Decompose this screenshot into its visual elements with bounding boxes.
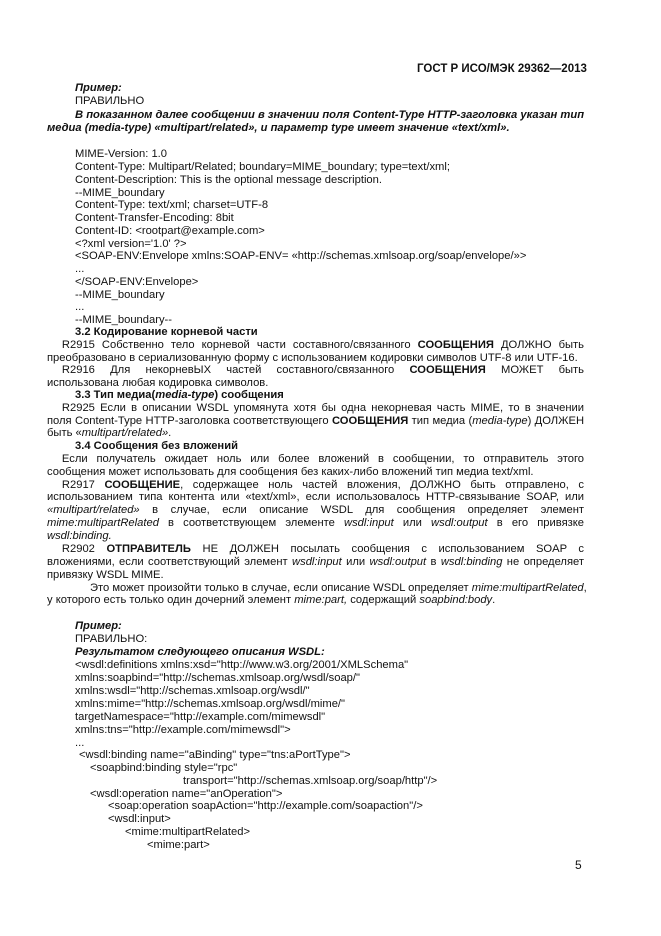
code-line: <wsdl:input> (108, 813, 171, 825)
example-description-line-1: В показанном далее сообщении в значении поля Content-Type HTTP-заголовка указан тип (75, 109, 585, 121)
requirement-r2916: R2916 Для некорневЫХ частей составного/связанного СООБЩЕНИЯ МОЖЕТ быть (61, 364, 585, 376)
requirement-r2917-cont: «multipart/related» в случае, если описание WSDL для сообщения определяет элемент (47, 504, 584, 516)
requirement-r2902-cont: вложениями, если соответствующий элемент wsdl:input или wsdl:output в wsdl:binding не определяет (47, 556, 584, 568)
code-line: MIME-Version: 1.0 (75, 148, 168, 160)
requirement-r2915-cont: преобразовано в сериализованную форму с использованием кодировки символов UTF-8 или UTF-16. (47, 352, 578, 364)
code-line: targetNamespace="http://example.com/mimewsdl" (75, 711, 326, 723)
requirement-r2917-cont: использованием типа контента или «text/xml», если использовалось HTTP-связывание SOAP, или (47, 491, 584, 503)
code-line: --MIME_boundary (75, 289, 165, 301)
requirement-r2902: R2902 ОТПРАВИТЕЛЬ НЕ ДОЛЖЕН посылать сообщения с использованием SOAP с (61, 543, 585, 555)
code-line: ... (75, 263, 85, 275)
requirement-r2917-cont: mime:multipartRelated в соответствующем элементе wsdl:input или wsdl:output в его привязке (47, 517, 584, 529)
code-line: --MIME_boundary-- (75, 314, 172, 326)
example-status: ПРАВИЛЬНО: (75, 633, 148, 645)
code-line: <wsdl:operation name="anOperation"> (90, 788, 283, 800)
code-line: <soapbind:binding style="rpc" (90, 762, 238, 774)
code-line: <mime:part> (147, 839, 210, 851)
requirement-r2917: R2917 СООБЩЕНИЕ, содержащее ноль частей вложения, ДОЛЖНО быть отправлено, с (61, 479, 584, 491)
code-line: Content-ID: <rootpart@example.com> (75, 225, 265, 237)
requirement-r2925-end: быть «multipart/related». (47, 427, 172, 439)
requirement-r2915: R2915 Собственно тело корневой части составного/связанного СООБЩЕНИЯ ДОЛЖНО быть (61, 339, 585, 351)
requirement-r2925: R2925 Если в описании WSDL упомянута хотя бы одна некорневая часть MIME, то в значении (61, 402, 584, 414)
requirement-r2902-end: привязку WSDL MIME. (47, 569, 164, 581)
section-title: 3.2 Кодирование корневой части (75, 326, 258, 338)
code-line: Content-Type: text/xml; charset=UTF-8 (75, 199, 269, 211)
example-status: ПРАВИЛЬНО (75, 95, 145, 107)
section-title: 3.3 Тип медиа(media-type) сообщения (75, 389, 284, 401)
requirement-r2925-cont: поля Content-Type HTTP-заголовка соответствующего СООБЩЕНИЯ тип медиа (media-type) ДОЛЖЕН (47, 415, 585, 427)
code-line: <soap:operation soapAction="http://example.com/soapaction"/> (108, 800, 423, 812)
code-line: ... (75, 737, 85, 749)
paragraph-cont: сообщения может использовать для сообщения без каких-либо вложений тип медиа text/xml. (47, 466, 534, 478)
standard-header: ГОСТ Р ИСО/МЭК 29362—2013 (417, 63, 587, 75)
code-line: Content-Description: This is the optional message description. (75, 174, 382, 186)
code-line: xmlns:tns="http://example.com/mimewsdl"> (75, 724, 291, 736)
example-description-line-2: медиа (media-type) «multipart/related», и параметр type имеет значение «text/xml». (47, 122, 510, 134)
section-title: 3.4 Сообщения без вложений (75, 440, 238, 452)
code-line: <SOAP-ENV:Envelope xmlns:SOAP-ENV= «http://schemas.xmlsoap.org/soap/envelope/»> (75, 250, 527, 262)
code-line: <?xml version='1.0' ?> (75, 238, 187, 250)
paragraph: Если получатель ожидает ноль или более вложений в сообщении, то отправитель этого (61, 453, 584, 465)
example-result-caption: Результатом следующего описания WSDL: (75, 646, 325, 658)
code-line: xmlns:wsdl="http://schemas.xmlsoap.org/wsdl/" (75, 685, 310, 697)
code-line: Content-Transfer-Encoding: 8bit (75, 212, 234, 224)
code-line: <mime:multipartRelated> (125, 826, 250, 838)
note-line-1: Это может произойти только в случае, если описание WSDL определяет mime:multipartRelated, (90, 582, 587, 594)
code-line: Content-Type: Multipart/Related; boundary=MIME_boundary; type=text/xml; (75, 161, 450, 173)
code-line: ... (75, 301, 85, 313)
example-label: Пример: (75, 82, 122, 94)
code-line: xmlns:soapbind="http://schemas.xmlsoap.org/wsdl/soap/" (75, 672, 360, 684)
code-line: <wsdl:binding name="aBinding" type="tns:aPortType"> (79, 749, 351, 761)
note-line-2: у которого есть только один дочерний элемент mime:part, содержащий soapbind:body. (47, 594, 496, 606)
code-line: --MIME_boundary (75, 187, 165, 199)
page-number: 5 (575, 858, 582, 872)
code-line: transport="http://schemas.xmlsoap.org/soap/http"/> (183, 775, 438, 787)
requirement-r2916-cont: использована любая кодировка символов. (47, 377, 269, 389)
code-line: <wsdl:definitions xmlns:xsd="http://www.w3.org/2001/XMLSchema" (75, 659, 409, 671)
code-line: xmlns:mime="http://schemas.xmlsoap.org/wsdl/mime/" (75, 698, 345, 710)
code-line: </SOAP-ENV:Envelope> (75, 276, 199, 288)
requirement-r2917-end: wsdl:binding. (47, 530, 112, 542)
example-label: Пример: (75, 620, 122, 632)
